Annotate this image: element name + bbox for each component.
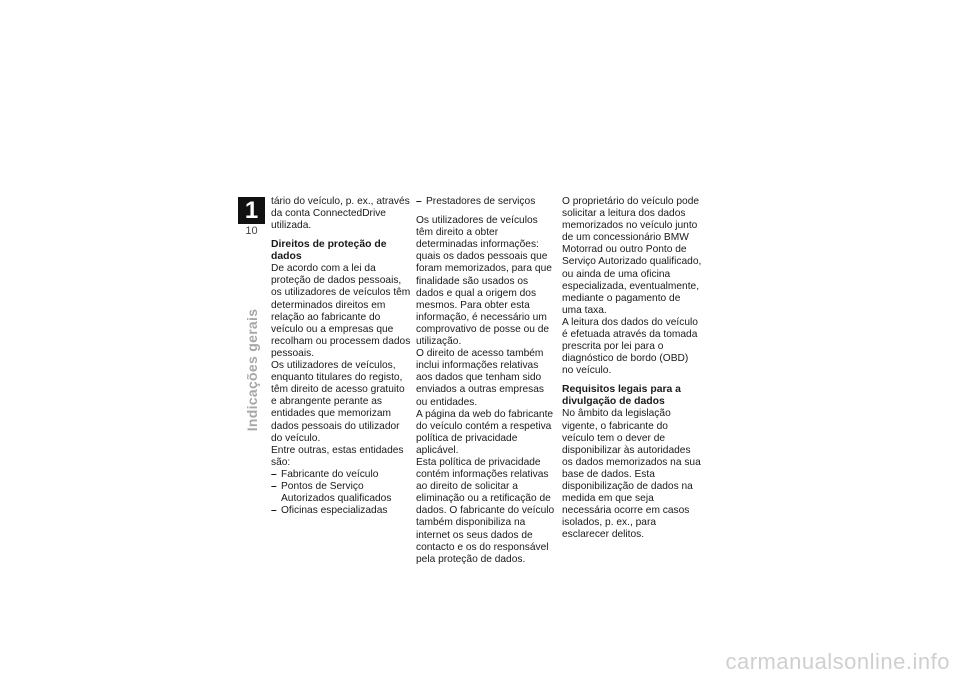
paragraph: Entre outras, estas entidades são: [271,444,404,468]
paragraph: Os utilizadores de veículos têm direito a obter determinadas informações: quais os dados pessoais que foram memorizados, para que finalidade são usados os dados e qual a origem dos mesmos. Para obter esta informação, é necessário um comprovativo de posse ou de utilização. [416,215,552,348]
text-column-2 [416,196,556,566]
paragraph: A leitura dos dados do veículo é efetuada através da tomada prescrita por lei para o diagnóstico de bordo (OBD) no veículo. [562,316,698,377]
paragraph: Esta política de privacidade contém informações relativas ao direito de solicitar a eliminação ou a retificação de dados. O fabricante do veículo também disponibiliza na internet os seus dados de contacto e os do responsável pela proteção de dados. [416,456,555,565]
page-number: 10 [245,225,258,237]
list-item: – Pontos de Serviço Autorizados qualificados [271,481,411,505]
list-item: – Oficinas especializadas [271,505,411,517]
paragraph: No âmbito da legislação vigente, o fabricante do veículo tem o dever de disponibilizar às autoridades os dados memorizados na sua base de dados. Esta disponibilização de dados na medida em que seja necessária ocorre em casos isolados, p. ex., para esclarecer delitos. [562,408,701,541]
section-heading-legal-requirements: Requisitos legais para a divulgação de dados [562,384,681,408]
paragraph: O proprietário do veículo pode solicitar a leitura dos dados memorizados no veículo junto de um concessionário BMW Motorrad ou outro Ponto de Serviço Autorizado qualificado, ou ainda de uma oficina especializada, eventualmente, mediante o pagamento de uma taxa. [562,196,702,316]
paragraph: De acordo com a lei da proteção de dados pessoais, os utilizadores de veículos têm determinados direitos em relação ao fabricante do veículo ou a empresas que recolham ou processem dados pessoais. [271,263,411,359]
list-item: – Prestadores de serviços [416,196,556,208]
entity-list [271,469,411,517]
text-column-3 [562,196,702,541]
paragraph: Os utilizadores de veículos, enquanto titulares do registo, têm direito de acesso gratuito e abrangente perante as entidades que memorizam dados pessoais do utilizador do veículo. [271,360,405,444]
intro-paragraph: tário do veículo, p. ex., através da conta ConnectedDrive utilizada. [271,196,410,232]
chapter-title: Indicações gerais [244,308,260,432]
entity-list-continued [416,196,556,208]
paragraph: A página da web do fabricante do veículo contém a respetiva política de privacidade aplicável. [416,408,554,456]
paragraph: O direito de acesso também inclui informações relativas aos dados que tenham sido enviados a outras empresas ou entidades. [416,348,544,408]
watermark: carmanualsonline.info [725,649,950,674]
text-column-1 [271,196,411,517]
list-item: – Fabricante do veículo [271,469,411,481]
chapter-number-badge: 1 [238,197,265,224]
section-heading-data-protection-rights: Direitos de proteção de dados [271,239,387,263]
